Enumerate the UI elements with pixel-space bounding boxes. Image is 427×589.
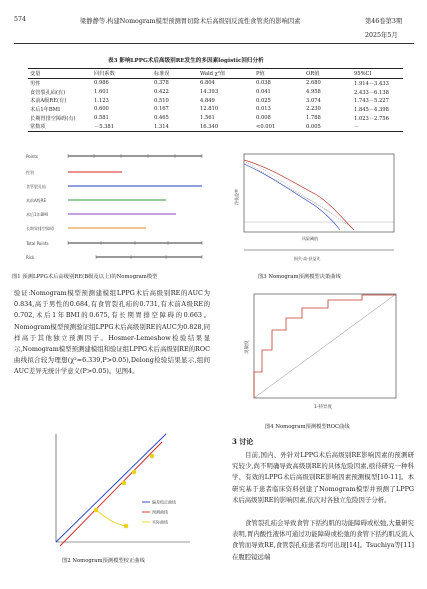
left-paragraph: 验证:Nomogram模型预测建模组LPPG术后高级别RE的AUC为0.834,高于男性的0.684,有食管裂孔疝的0.731,有术前A级RE的0.702,术后1年BMI的0.675,有长期胃排空障碍的0.663。Nomogram模型预测验证组LPPG术后高级别RE的AUC为0.828,同样高于其他独立预测因子。Hosmer-Lemeshow检验结果显示,Nomogram模型预测建模组和验证组LPPG术后高级别RE的ROC曲线拟合较为理想(χ²=6.339,P>0.05),Delong检验结果显示,组间AUC差异无统计学意义(P>0.05)。见图4。 [14, 289, 210, 376]
legend-actual: 实际曲线 [152, 519, 168, 525]
cell: 男性 [30, 80, 41, 87]
running-title: 梁静静等.构建Nomogram模型预测胃切除术后高级别反流性食管炎的影响因素 [80, 18, 301, 25]
calibration-red-line [60, 442, 162, 546]
roc-figure [242, 290, 402, 418]
nomogram-label-pre-re: 术前A级RE [26, 198, 47, 203]
cell: 食管裂孔疝(有) [30, 89, 66, 96]
table3 [28, 68, 403, 132]
cell: 1.601 [94, 89, 109, 96]
cell: 1.023－2.756 [354, 115, 389, 122]
nomogram-label-sex: 性别 [26, 170, 34, 175]
calibration-figure [38, 428, 198, 552]
col-coefficient: 回归系数 [92, 69, 152, 79]
calibration-point [124, 524, 129, 529]
publication-date: 2025年5月 [365, 32, 398, 39]
legend-predicted: 预测曲线 [152, 509, 168, 515]
decision-curve-figure [232, 150, 402, 268]
cell: 4.958 [306, 89, 321, 96]
nomogram-label-emptying: 长期胃排空障碍 [26, 226, 54, 231]
cell: 1.914－3.433 [354, 80, 389, 87]
legend-bias-corrected: 偏差校正曲线 [152, 499, 176, 505]
dca-all-curve [244, 164, 340, 230]
col-se: 标准误 [152, 69, 198, 79]
cell: 0.986 [94, 80, 109, 87]
calibration-point [94, 508, 99, 513]
cell: 0.422 [154, 89, 169, 96]
table-row [28, 79, 403, 88]
cell: 0.600 [94, 106, 109, 113]
cell: 16.340 [198, 122, 254, 131]
nomogram-label-total: Total Points [26, 241, 49, 246]
cell: 0.038 [256, 80, 271, 87]
cell: －5.381 [92, 122, 152, 131]
cell: 4.849 [200, 97, 215, 104]
table3-caption: 表3 影响LPPG术后高级别RE发生的多因素logistic回归分析 [108, 58, 264, 64]
col-ci: 95%CI [352, 69, 403, 79]
cell: 长期胃排空障碍(有) [30, 115, 76, 122]
volume-issue: 第46卷第3期 [365, 18, 403, 25]
col-p: P值 [254, 69, 304, 79]
figure3-caption: 图3 Nomogram预测模型决策曲线 [258, 274, 341, 280]
table-row [28, 88, 403, 97]
dca-lower-label: 损失·高·获益比 [294, 256, 321, 261]
right-paragraph-2: 食管裂孔疝会导致食管下括约肌的功能障碍或松弛,大量研究表明,胃内酸性液体可通过功能障碍或松弛的食管下括约肌反流入食管而导致RE,食管裂孔疝患者均可出现[14]。Tsuchiya等[11]在腹腔镜远端 [232, 519, 414, 561]
cell: 12.810 [200, 106, 219, 113]
cell: 术前A级RE(有) [30, 98, 67, 105]
roc-diagonal [254, 294, 396, 398]
right-paragraph-1: 目前,国内、外针对LPPG术后高级别RE影响因素的预测研究较少,尚不明确导致高级别RE的具体危险因素,亟待研究一种科学、有效的LPPG术后高级别RE影响因素预测模型[10-11]。本研究基于患者临床资料创建了Nomogram模型并预测了LPPG术后高级别RE的影响因素,依次对各独立危险因子分析。 [232, 451, 414, 504]
figure2-caption: 图2 Nomogram预测模型校正曲线 [62, 558, 145, 564]
calibration-point [122, 481, 127, 486]
page-number: 574 [14, 16, 27, 23]
table-row [28, 96, 403, 105]
nomogram-label-hernia: 食管裂孔疝 [26, 184, 46, 189]
cell: 0.378 [154, 80, 169, 87]
calibration-yellow-curve [96, 510, 126, 526]
cell: 0.008 [256, 115, 271, 122]
nomogram-label-bmi: 术后1年BMI [26, 212, 48, 217]
cell: 0.581 [94, 115, 109, 122]
cell: 2.230 [306, 106, 321, 113]
cell: 1.788 [306, 115, 321, 122]
cell: 6.804 [200, 80, 215, 87]
nomogram-labels [26, 154, 54, 260]
cell: 0.465 [154, 115, 169, 122]
cell: 2.680 [306, 80, 321, 87]
figure4-caption: 图4 Nomogram预测模型ROC曲线 [265, 424, 350, 430]
cell: 0.167 [154, 106, 169, 113]
cell: 1.314 [152, 122, 198, 131]
dca-model-curve [244, 160, 354, 230]
cell: 2.433－6.138 [354, 89, 389, 96]
roc-ylabel: 灵敏度 [245, 340, 250, 354]
cell: 3.074 [306, 97, 321, 104]
header-rule [14, 43, 414, 44]
table3-header-row [28, 69, 403, 79]
dca-bands [246, 162, 352, 228]
section-heading: 3 讨论 [232, 437, 254, 446]
cell: 14.393 [200, 89, 219, 96]
cell: 常数项 [28, 122, 92, 131]
cell: 0.013 [256, 106, 271, 113]
dca-ylabel: 净获益率 [234, 189, 239, 205]
roc-xlabel: 1-特异度 [314, 405, 332, 410]
cell: 1.743－5.227 [354, 98, 389, 105]
cell: 0.005 [304, 122, 352, 131]
cell: － [352, 122, 403, 131]
dca-plot-area [244, 154, 394, 232]
cell: <0.001 [254, 122, 304, 131]
cell: 0.041 [256, 89, 271, 96]
table-row [28, 114, 403, 123]
calibration-point [150, 454, 155, 459]
dca-xlabel: 风险阈值 [302, 236, 318, 241]
col-variable: 变量 [28, 69, 92, 79]
nomogram-label-risk: Risk [26, 255, 35, 260]
table-row [28, 105, 403, 114]
cell: 术后1年BMI [30, 106, 61, 113]
nomogram-label-points: Points [26, 154, 39, 159]
calibration-blue-line [56, 434, 166, 542]
col-or: OR值 [304, 69, 352, 79]
cell: 0.510 [154, 97, 169, 104]
nomogram-figure [26, 150, 212, 268]
cell: 1.123 [94, 97, 109, 104]
cell: 1.845－4.398 [354, 106, 389, 113]
figure1-caption: 图1 预测LPPG术后高级别RE(B级及以上)的Nomogram模型 [12, 274, 158, 280]
col-wald: Wald χ²值 [198, 69, 254, 79]
cell: 1.561 [200, 115, 215, 122]
cell: 0.025 [256, 97, 271, 104]
calibration-point [132, 470, 137, 475]
table-row [28, 122, 403, 131]
